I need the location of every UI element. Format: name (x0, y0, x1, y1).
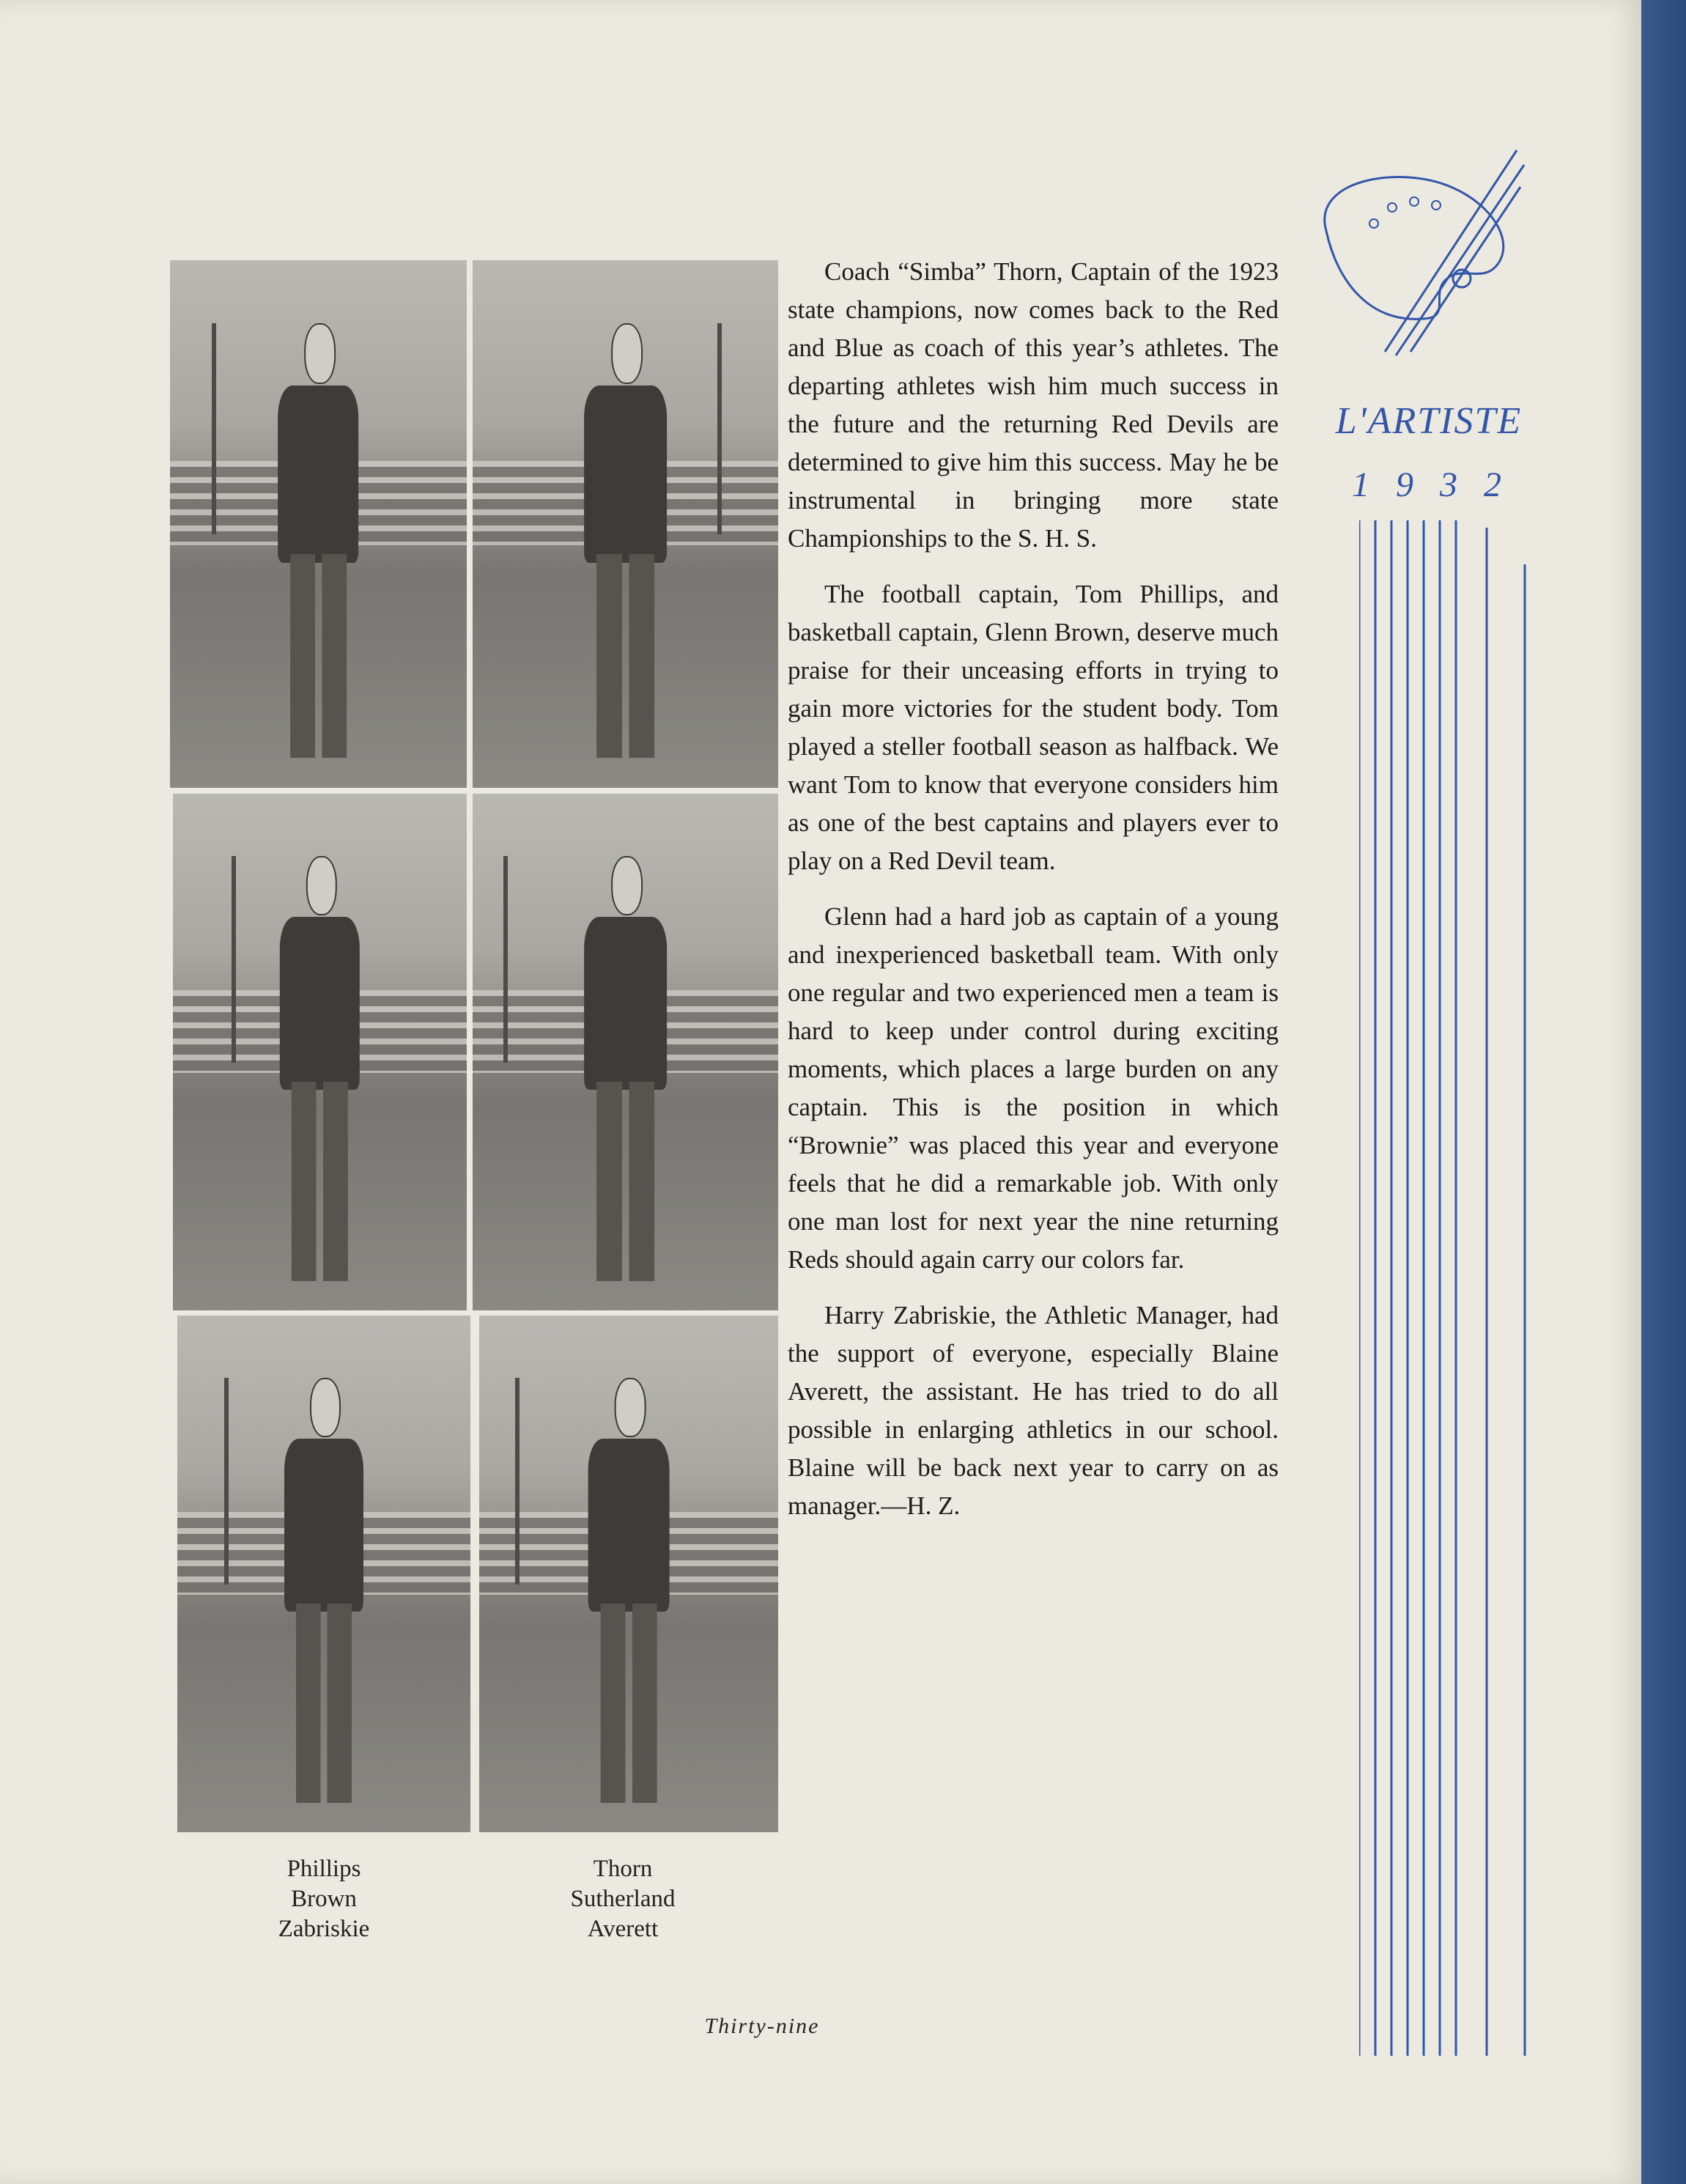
paragraph: The football captain, Tom Phillips, and basketball captain, Glenn Brown, deserve much praise for their unceasing efforts in trying to gain more victories for the student body. Tom played a steller football season as halfback. We want Tom to know that everyone considers him as one of the best captains and players ever to play on a Red Devil team. (788, 580, 1279, 875)
article-text (788, 253, 1279, 1543)
paragraph: Coach “Simba” Thorn, Captain of the 1923 state champions, now comes back to the Red and Blue as coach of this year’s athletes. The departing athletes wish him much success in the future and the returning Red Devils are determined to give him this success. May he be instrumental in bringing more state Championships to the S. H. S. (788, 257, 1279, 553)
caption-name: Brown (291, 1886, 357, 1912)
photo-grid (170, 260, 778, 1832)
photo-assistant-manager (479, 1316, 778, 1832)
photo-coach (473, 260, 778, 788)
caption-name: Phillips (286, 1856, 361, 1882)
paragraph: Glenn had a hard job as captain of a young and inexperienced basketball team. With only one regular and two experienced men a team is hard to keep under control during exciting moments, which places a large burden on any captain. This is the position in which “Brownie” was placed this year and everyone feels that he did a remarkable job. With only one man lost for next year the nine returning Reds should again carry our colors far. (788, 902, 1279, 1274)
caption-name: Averett (587, 1916, 659, 1942)
photo-football-player (170, 260, 467, 788)
caption-name: Zabriskie (278, 1916, 370, 1942)
caption-name: Thorn (593, 1856, 653, 1882)
caption-name: Sutherland (570, 1886, 676, 1912)
paragraph: Harry Zabriskie, the Athletic Manager, had the support of everyone, especially Blaine Averett, the assistant. He has tried to do all possible in enlarging athletics in our school. Blaine will be back next year to carry on as manager.—H. Z. (788, 1301, 1279, 1520)
artist-palette-icon (1297, 136, 1539, 377)
yearbook-title: L'ARTISTE (1335, 400, 1523, 442)
page-number: Thirty-nine (704, 2014, 820, 2038)
yearbook-brand (1319, 399, 1539, 505)
caption-left (214, 1854, 434, 1944)
decorative-stripes (1359, 520, 1535, 2056)
photo-basketball-player (173, 794, 467, 1310)
book-cover-edge (1641, 0, 1686, 2184)
caption-right (513, 1854, 733, 1944)
photo-manager (177, 1316, 470, 1832)
photo-cheerleader (473, 794, 778, 1310)
yearbook-year: 1932 (1352, 465, 1528, 504)
